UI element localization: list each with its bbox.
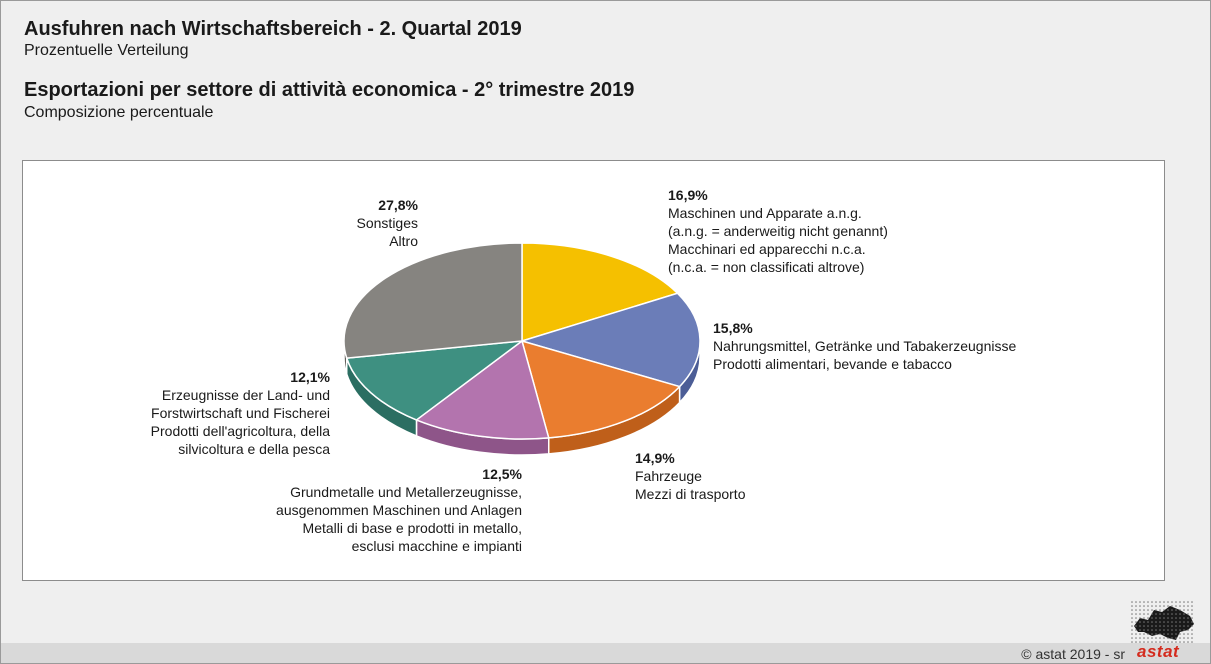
logo-dot	[1179, 609, 1181, 611]
title-german: Ausfuhren nach Wirtschaftsbereich - 2. Quartal 2019	[24, 18, 522, 40]
logo-dot	[1167, 621, 1169, 623]
logo-dot	[1143, 601, 1145, 603]
logo-dot	[1167, 605, 1169, 607]
logo-dot	[1183, 633, 1185, 635]
logo-dot	[1139, 613, 1141, 615]
logo-dot	[1147, 633, 1149, 635]
logo-dot	[1187, 617, 1189, 619]
logo-dot	[1187, 625, 1189, 627]
logo-dot	[1175, 617, 1177, 619]
logo-dot	[1135, 601, 1137, 603]
logo-dot	[1159, 625, 1161, 627]
logo-dot	[1163, 633, 1165, 635]
logo-dot	[1163, 617, 1165, 619]
logo-dot	[1155, 625, 1157, 627]
logo-dot	[1155, 609, 1157, 611]
label-machinery: 16,9% Maschinen und Apparate a.n.g. (a.n.g. = anderweitig nicht genannt) Macchinari ed apparecchi n.c.a. (n.c.a. = non classificati altrove)	[668, 187, 888, 275]
astat-logo-text: astat	[1137, 642, 1180, 661]
logo-dot	[1143, 605, 1145, 607]
logo-dot	[1183, 613, 1185, 615]
subtitle-italian: Composizione percentuale	[24, 104, 214, 121]
logo-dot	[1135, 605, 1137, 607]
logo-dot	[1183, 629, 1185, 631]
logo-dot	[1155, 601, 1157, 603]
logo-dot	[1191, 637, 1193, 639]
logo-dot	[1163, 609, 1165, 611]
label-vehicles: 14,9% Fahrzeuge Mezzi di trasporto	[635, 450, 746, 502]
logo-dot	[1147, 617, 1149, 619]
logo-dot	[1131, 637, 1133, 639]
logo-dot	[1187, 637, 1189, 639]
logo-dot	[1171, 637, 1173, 639]
pie-slice-other	[344, 243, 522, 358]
logo-dot	[1151, 609, 1153, 611]
logo-dot	[1135, 609, 1137, 611]
logo-dot	[1171, 613, 1173, 615]
logo-dot	[1139, 625, 1141, 627]
logo-dot	[1155, 613, 1157, 615]
logo-dot	[1131, 641, 1133, 643]
logo-dot	[1183, 641, 1185, 643]
logo-dot	[1131, 621, 1133, 623]
logo-dot	[1155, 605, 1157, 607]
logo-dot	[1147, 621, 1149, 623]
logo-dot	[1151, 601, 1153, 603]
logo-dot	[1175, 621, 1177, 623]
logo-dot	[1191, 613, 1193, 615]
logo-dot	[1191, 601, 1193, 603]
logo-dot	[1171, 625, 1173, 627]
logo-dot	[1179, 601, 1181, 603]
logo-dot	[1183, 617, 1185, 619]
logo-dot	[1183, 609, 1185, 611]
logo-dot	[1147, 629, 1149, 631]
logo-dot	[1143, 625, 1145, 627]
astat-logo-icon	[1130, 598, 1196, 644]
chart-panel	[22, 160, 1165, 581]
logo-dot	[1159, 601, 1161, 603]
logo-dot	[1159, 633, 1161, 635]
logo-dot	[1131, 629, 1133, 631]
logo-dot	[1179, 633, 1181, 635]
logo-dot	[1183, 621, 1185, 623]
logo-dot	[1155, 633, 1157, 635]
logo-dot	[1183, 605, 1185, 607]
logo-dot	[1171, 617, 1173, 619]
logo-dot	[1151, 629, 1153, 631]
logo-dot	[1179, 613, 1181, 615]
logo-dot	[1143, 629, 1145, 631]
logo-dot	[1179, 637, 1181, 639]
logo-dot	[1167, 609, 1169, 611]
subtitle-german: Prozentuelle Verteilung	[24, 42, 189, 59]
logo-dot	[1183, 625, 1185, 627]
logo-dot	[1135, 633, 1137, 635]
label-food: 15,8% Nahrungsmittel, Getränke und Tabakerzeugnisse Prodotti alimentari, bevande e tabacco	[713, 320, 1017, 372]
logo-dot	[1167, 613, 1169, 615]
logo-dot	[1131, 633, 1133, 635]
logo-dot	[1143, 621, 1145, 623]
logo-dot	[1187, 641, 1189, 643]
logo-dot	[1187, 633, 1189, 635]
logo-dot	[1175, 637, 1177, 639]
logo-dot	[1191, 633, 1193, 635]
label-metals: 12,5% Grundmetalle und Metallerzeugnisse, ausgenommen Maschinen und Anlagen Metalli di base e prodotti in metallo, esclusi macchine e impianti	[276, 466, 522, 554]
logo-dot	[1143, 617, 1145, 619]
logo-dot	[1179, 621, 1181, 623]
logo-dot	[1179, 617, 1181, 619]
logo-dot	[1135, 637, 1137, 639]
logo-dot	[1163, 605, 1165, 607]
logo-dot	[1159, 629, 1161, 631]
logo-dot	[1191, 621, 1193, 623]
logo-dot	[1163, 629, 1165, 631]
logo-dot	[1159, 617, 1161, 619]
logo-dot	[1191, 629, 1193, 631]
title-italian: Esportazioni per settore di attività economica - 2° trimestre 2019	[24, 79, 635, 101]
logo-dot	[1191, 605, 1193, 607]
logo-dot	[1131, 625, 1133, 627]
logo-dot	[1163, 625, 1165, 627]
logo-dot	[1135, 625, 1137, 627]
logo-dot	[1147, 605, 1149, 607]
logo-dot	[1147, 637, 1149, 639]
logo-dot	[1143, 637, 1145, 639]
logo-dot	[1155, 637, 1157, 639]
logo-dot	[1191, 617, 1193, 619]
logo-dot	[1135, 629, 1137, 631]
logo-dot	[1175, 609, 1177, 611]
logo-dot	[1179, 625, 1181, 627]
logo-dot	[1135, 621, 1137, 623]
logo-dot	[1139, 633, 1141, 635]
logo-dot	[1139, 621, 1141, 623]
logo-dot	[1167, 637, 1169, 639]
logo-dot	[1131, 609, 1133, 611]
logo-dot	[1139, 637, 1141, 639]
logo-dot	[1175, 613, 1177, 615]
logo-dot	[1163, 621, 1165, 623]
logo-dot	[1159, 621, 1161, 623]
logo-dot	[1187, 621, 1189, 623]
logo-dot	[1131, 605, 1133, 607]
logo-dot	[1187, 601, 1189, 603]
logo-dot	[1151, 621, 1153, 623]
logo-dot	[1159, 609, 1161, 611]
logo-dot	[1175, 625, 1177, 627]
label-other: 27,8% Sonstiges Altro	[356, 197, 418, 249]
logo-dot	[1147, 613, 1149, 615]
logo-dot	[1147, 625, 1149, 627]
logo-dot	[1143, 613, 1145, 615]
logo-dot	[1167, 625, 1169, 627]
logo-dot	[1151, 613, 1153, 615]
logo-dot	[1131, 601, 1133, 603]
logo-dot	[1139, 629, 1141, 631]
logo-dot	[1171, 605, 1173, 607]
logo-dot	[1171, 609, 1173, 611]
logo-dot	[1167, 617, 1169, 619]
logo-dot	[1159, 613, 1161, 615]
logo-dot	[1131, 613, 1133, 615]
logo-dot	[1167, 633, 1169, 635]
logo-dot	[1175, 601, 1177, 603]
logo-dot	[1151, 625, 1153, 627]
logo-dot	[1179, 641, 1181, 643]
logo-dot	[1131, 617, 1133, 619]
logo-dot	[1171, 621, 1173, 623]
logo-dot	[1135, 617, 1137, 619]
logo-dot	[1147, 601, 1149, 603]
logo-dot	[1187, 613, 1189, 615]
logo-dot	[1191, 625, 1193, 627]
logo-dot	[1163, 637, 1165, 639]
logo-dot	[1159, 605, 1161, 607]
logo-dot	[1187, 629, 1189, 631]
logo-dot	[1135, 613, 1137, 615]
logo-dot	[1191, 641, 1193, 643]
logo-dot	[1159, 637, 1161, 639]
logo-dot	[1163, 601, 1165, 603]
copyright-text: © astat 2019 - sr	[1021, 646, 1125, 662]
logo-dot	[1171, 601, 1173, 603]
logo-dot	[1151, 617, 1153, 619]
logo-dot	[1151, 637, 1153, 639]
logo-dot	[1167, 629, 1169, 631]
logo-dot	[1179, 629, 1181, 631]
label-agriculture: 12,1% Erzeugnisse der Land- und Forstwirtschaft und Fischerei Prodotti dell'agricoltura, della silvicoltura e della pesca	[150, 369, 330, 457]
logo-dot	[1191, 609, 1193, 611]
logo-dot	[1187, 605, 1189, 607]
logo-dot	[1151, 605, 1153, 607]
logo-dot	[1155, 617, 1157, 619]
logo-dot	[1175, 633, 1177, 635]
logo-dot	[1167, 601, 1169, 603]
logo-dot	[1183, 637, 1185, 639]
logo-dot	[1143, 609, 1145, 611]
logo-dot	[1147, 609, 1149, 611]
logo-dot	[1155, 621, 1157, 623]
logo-dot	[1179, 605, 1181, 607]
logo-dot	[1171, 633, 1173, 635]
logo-dot	[1139, 609, 1141, 611]
logo-dot	[1143, 633, 1145, 635]
logo-dot	[1163, 613, 1165, 615]
logo-dot	[1151, 633, 1153, 635]
logo-dot	[1175, 605, 1177, 607]
logo-dot	[1175, 629, 1177, 631]
logo-dot	[1139, 605, 1141, 607]
logo-dot	[1139, 601, 1141, 603]
logo-dot	[1155, 629, 1157, 631]
logo-dot	[1183, 601, 1185, 603]
logo-dot	[1187, 609, 1189, 611]
logo-dot	[1171, 629, 1173, 631]
logo-map-shape	[1134, 606, 1194, 640]
logo-dot	[1139, 617, 1141, 619]
